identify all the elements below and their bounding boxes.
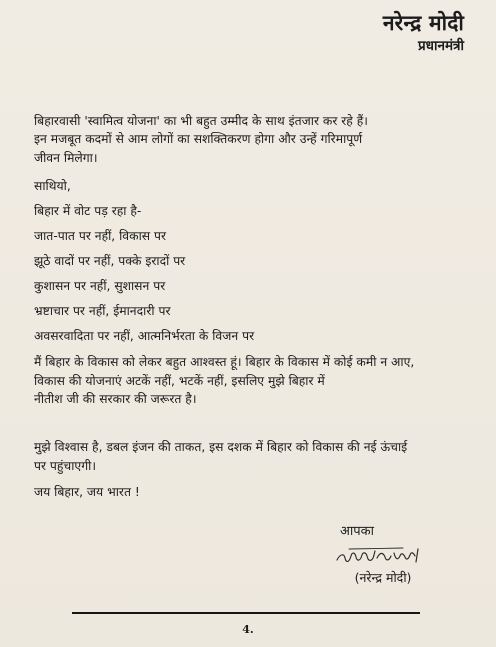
page-number: 4. — [242, 623, 254, 636]
voting-line: झूठे वादों पर नहीं, पक्के इरादों पर — [34, 254, 186, 269]
footer-divider — [72, 612, 420, 614]
handwritten-signature — [333, 544, 425, 568]
voting-line: बिहार में वोट पड़ रहा है- — [34, 204, 142, 219]
paragraph-double-engine — [34, 438, 464, 475]
author-name: नरेन्द्र मोदी — [382, 11, 464, 35]
signoff-label: आपका — [340, 524, 375, 539]
paragraph-line: बिहारवासी 'स्वामित्व योजना' का भी बहुत उम्मीद के साथ इंतजार कर रहे हैं। — [34, 114, 368, 128]
voting-lines — [34, 199, 464, 349]
closing-slogan: जय बिहार, जय भारत ! — [34, 485, 140, 500]
signatory-name: (नरेन्द्र मोदी) — [354, 570, 412, 585]
letter-header — [383, 10, 464, 55]
paragraph-line: जीवन मिलेगा। — [34, 150, 98, 165]
voting-line: अवसरवादिता पर नहीं, आत्मनिर्भरता के विजन पर — [34, 329, 255, 344]
author-title: प्रधानमंत्री — [418, 38, 464, 54]
voting-line: कुशासन पर नहीं, सुशासन पर — [34, 279, 166, 294]
letter-body — [34, 112, 464, 502]
paragraph-development — [34, 353, 464, 408]
paragraph-line: इन मजबूत कदमों से आम लोगों का सशक्तिकरण होगा और उन्हें गरिमापूर्ण — [34, 132, 363, 147]
paragraph-line: मैं बिहार के विकास को लेकर बहुत आश्वस्त हूं। बिहार के विकास में कोई कमी न आए, — [34, 355, 415, 370]
signoff-block — [324, 524, 434, 586]
voting-line: भ्रष्टाचार पर नहीं, ईमानदारी पर — [34, 304, 171, 319]
paragraph-line: नीतीश जी की सरकार की जरूरत है। — [34, 392, 197, 407]
voting-line: जात-पात पर नहीं, विकास पर — [34, 229, 167, 244]
greeting: साथियो, — [34, 179, 71, 194]
paragraph-line: पर पहुंचाएगी। — [34, 458, 96, 473]
paragraph-line: विकास की योजनाएं अटकें नहीं, भटकें नहीं, इसलिए मुझे बिहार में — [34, 373, 325, 388]
paragraph-swamitva — [34, 112, 464, 167]
paragraph-line: मुझे विश्वास है, डबल इंजन की ताकत, इस दशक में बिहार को विकास की नई ऊंचाई — [34, 440, 408, 455]
